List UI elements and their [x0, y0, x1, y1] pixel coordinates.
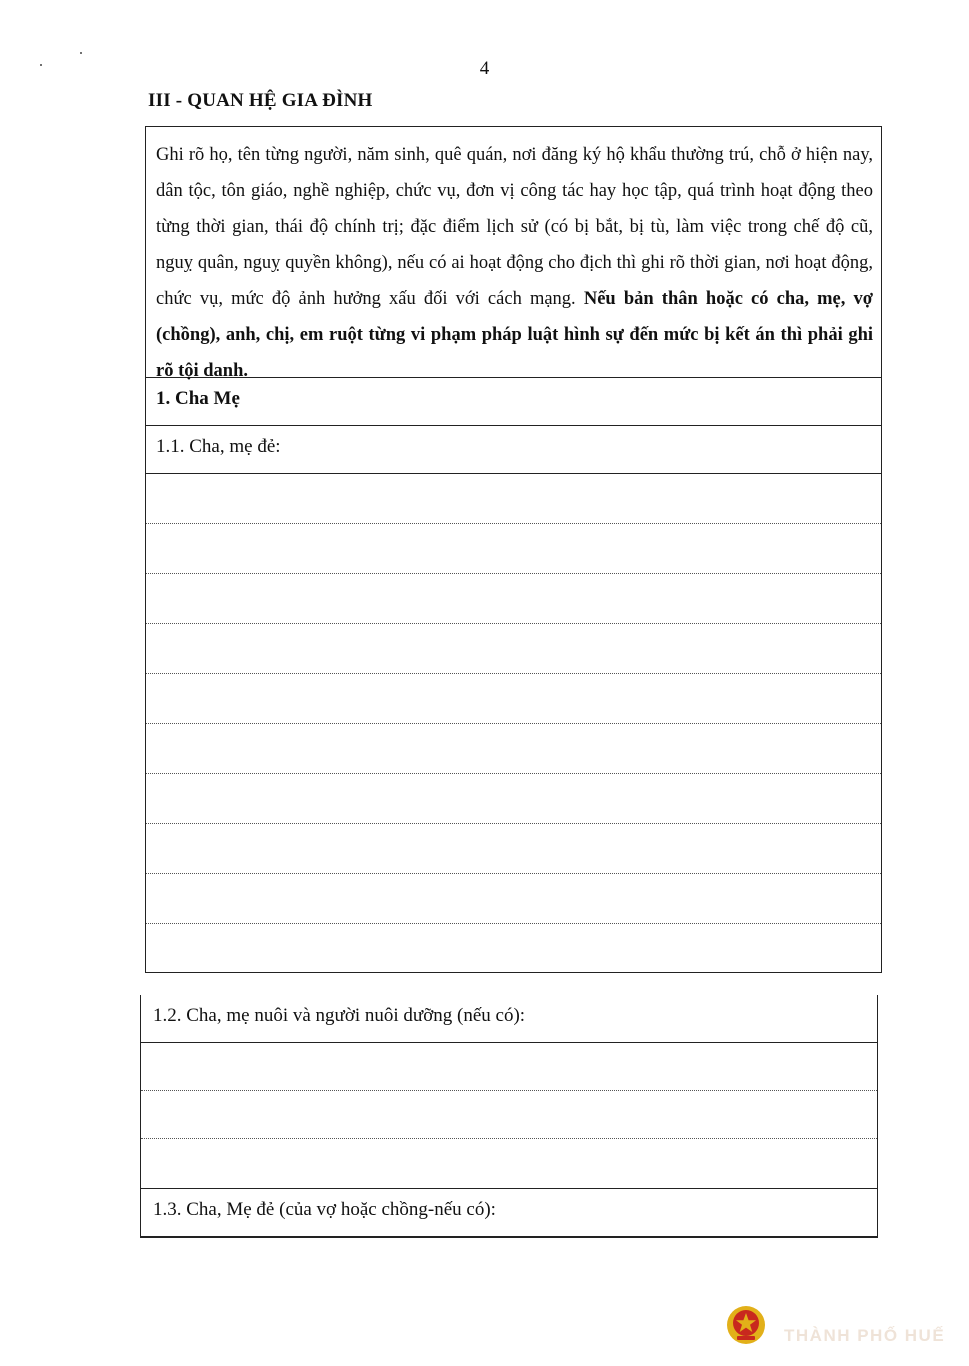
entry-line[interactable]	[146, 924, 881, 973]
instruction-bold-text: Nếu bản thân hoặc có cha, mẹ, vợ (chồng), anh, chị, em ruột từng vi phạm pháp luật hình sự đến mức bị kết án thì phải ghi rõ tội danh.	[156, 289, 874, 381]
entry-line[interactable]	[146, 524, 881, 574]
section-title: III - QUAN HỆ GIA ĐÌNH	[148, 90, 373, 111]
instruction-cell	[146, 127, 881, 381]
family-relations-table-continued	[140, 995, 878, 1238]
entry-line[interactable]	[146, 674, 881, 724]
family-relations-table	[145, 126, 882, 973]
entry-line[interactable]	[146, 624, 881, 674]
entry-line[interactable]	[141, 1043, 877, 1091]
watermark: THÀNH PHỐ HUẾ	[784, 1326, 946, 1345]
page-number: 4	[479, 58, 490, 79]
entry-line[interactable]	[146, 574, 881, 624]
instruction-text: Ghi rõ họ, tên từng người, năm sinh, quê quán, nơi đăng ký hộ khẩu thường trú, chỗ ở hiện nay, dân tộc, tôn giáo, nghề nghiệp, chức vụ, đơn vị công tác hay học tập, quá trình hoạt động theo từng thời gian, thái độ chính trị; đặc điểm lịch sử (có bị bắt, bị tù, làm việc trong chế độ cũ, nguỵ quân, nguỵ quyền không), nếu có ai hoạt động cho địch thì ghi rõ thời gian, nơi hoạt động, chức vụ, mức độ ảnh hưởng xấu đối với cách mạng.	[156, 145, 873, 309]
entry-line[interactable]	[141, 1139, 877, 1189]
national-emblem-icon	[726, 1305, 766, 1345]
parents-heading: 1. Cha Mẹ	[146, 378, 881, 426]
entry-line[interactable]	[146, 824, 881, 874]
entry-line[interactable]	[146, 474, 881, 524]
entry-line[interactable]	[141, 1091, 877, 1139]
entry-line[interactable]	[146, 874, 881, 924]
biological-parents-label: 1.1. Cha, mẹ đẻ:	[146, 426, 881, 474]
entry-line[interactable]	[146, 724, 881, 774]
entry-line[interactable]	[146, 774, 881, 824]
spouse-parents-label: 1.3. Cha, Mẹ đẻ (của vợ hoặc chồng-nếu có):	[141, 1189, 877, 1237]
adoptive-parents-label: 1.2. Cha, mẹ nuôi và người nuôi dưỡng (nếu có):	[141, 995, 877, 1043]
scan-speck	[80, 52, 82, 54]
